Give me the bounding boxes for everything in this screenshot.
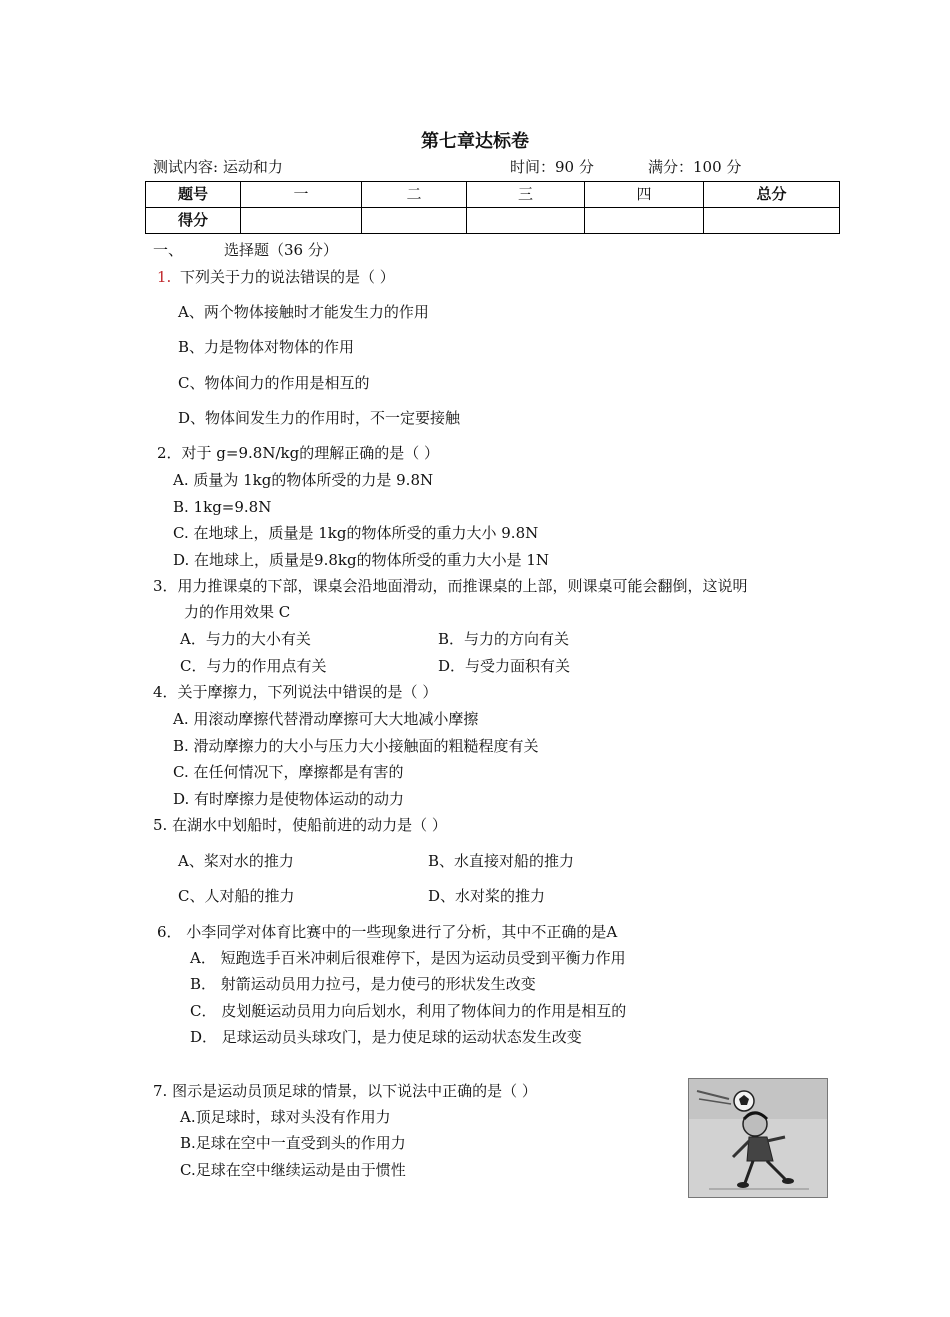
score-table-score-row	[146, 208, 840, 234]
option: A、桨对水的推力	[178, 852, 294, 870]
option: D、水对桨的推力	[428, 887, 546, 905]
question-stem: 4．关于摩擦力，下列说法中错误的是（ ）	[153, 683, 438, 701]
header-cell: 题号	[146, 182, 241, 208]
option: D、物体间发生力的作用时，不一定要接触	[178, 409, 461, 427]
section-number: 一、	[153, 241, 184, 259]
score-cell[interactable]	[704, 208, 840, 234]
row-label-cell: 得分	[146, 208, 241, 234]
option: A． 短跑选手百米冲刺后很难停下，是因为运动员受到平衡力作用	[190, 949, 626, 967]
score-cell[interactable]	[585, 208, 704, 234]
option: B． 射箭运动员用力拉弓，是力使弓的形状发生改变	[190, 975, 536, 993]
header-cell: 二	[362, 182, 467, 208]
full-score-label: 满分：100 分	[648, 158, 742, 176]
question-stem: 3．用力推课桌的下部，课桌会沿地面滑动，而推课桌的上部，则课桌可能会翻倒，这说明	[153, 577, 748, 595]
option: D. 在地球上，质量是9.8kg的物体所受的重力大小是 1N	[173, 551, 550, 569]
option: C、物体间力的作用是相互的	[178, 374, 370, 392]
soccer-header-illustration	[688, 1078, 828, 1198]
test-content-label: 测试内容: 运动和力	[153, 158, 283, 176]
option: B、水直接对船的推力	[428, 852, 575, 870]
header-cell: 四	[585, 182, 704, 208]
option: D．与受力面积有关	[438, 657, 571, 675]
option: D. 有时摩擦力是使物体运动的动力	[173, 790, 405, 808]
question-stem: 5. 在湖水中划船时，使船前进的动力是（ ）	[153, 816, 447, 834]
option: C. 在任何情况下，摩擦都是有害的	[173, 763, 404, 781]
question-stem: 2．对于 g=9.8N/kg的理解正确的是（ ）	[157, 444, 439, 462]
score-table	[145, 181, 840, 234]
option: B、力是物体对物体的作用	[178, 338, 355, 356]
option: B. 滑动摩擦力的大小与压力大小接触面的粗糙程度有关	[173, 737, 539, 755]
score-table-header-row	[146, 182, 840, 208]
option: A、两个物体接触时才能发生力的作用	[178, 303, 429, 321]
question-number: 1.	[157, 268, 172, 286]
question-stem-continued: 力的作用效果 C	[184, 603, 291, 621]
score-cell[interactable]	[467, 208, 585, 234]
section-title: 选择题（36 分）	[224, 241, 338, 259]
option: A．与力的大小有关	[180, 630, 311, 648]
score-cell[interactable]	[241, 208, 362, 234]
page-title: 第七章达标卷	[421, 131, 529, 152]
header-cell: 三	[467, 182, 585, 208]
option: B. 1kg=9.8N	[173, 498, 272, 516]
option: C．与力的作用点有关	[180, 657, 327, 675]
option: C、人对船的推力	[178, 887, 295, 905]
header-cell: 一	[241, 182, 362, 208]
score-cell[interactable]	[362, 208, 467, 234]
option: C.足球在空中继续运动是由于惯性	[180, 1161, 406, 1179]
option: D． 足球运动员头球攻门，是力使足球的运动状态发生改变	[190, 1028, 582, 1046]
header-cell: 总分	[704, 182, 840, 208]
question-stem: 6． 小李同学对体育比赛中的一些现象进行了分析，其中不正确的是A	[157, 923, 618, 941]
option: B.足球在空中一直受到头的作用力	[180, 1134, 406, 1152]
time-label: 时间：90 分	[510, 158, 594, 176]
option: C. 在地球上，质量是 1kg的物体所受的重力大小 9.8N	[173, 524, 539, 542]
soccer-player-icon	[689, 1079, 827, 1197]
option: A. 质量为 1kg的物体所受的力是 9.8N	[173, 471, 434, 489]
option: B．与力的方向有关	[438, 630, 570, 648]
option: A.顶足球时，球对头没有作用力	[180, 1108, 391, 1126]
question-stem: 7. 图示是运动员顶足球的情景，以下说法中正确的是（ ）	[153, 1082, 537, 1100]
question-stem: 下列关于力的说法错误的是（ ）	[180, 268, 395, 286]
option: C． 皮划艇运动员用力向后划水，利用了物体间力的作用是相互的	[190, 1002, 627, 1020]
option: A. 用滚动摩擦代替滑动摩擦可大大地减小摩擦	[173, 710, 479, 728]
